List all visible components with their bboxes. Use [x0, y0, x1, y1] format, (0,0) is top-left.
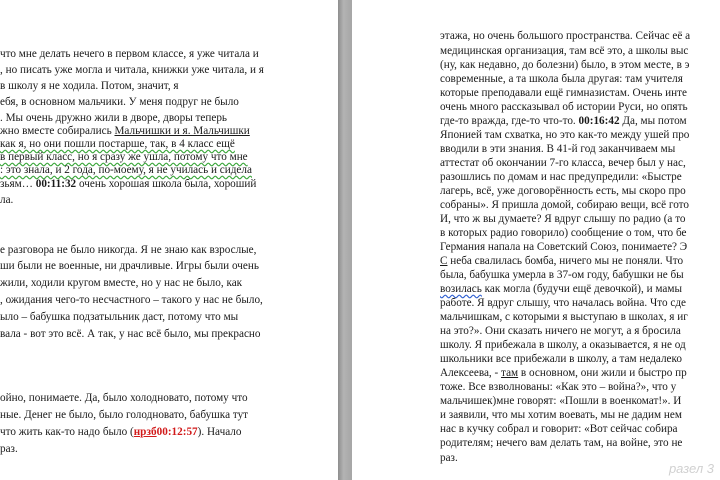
- text-run: (ну, как недавно, до болезни) было, в этом месте, в э: [440, 59, 690, 71]
- right_page-line: [440, 409, 682, 422]
- page-gutter: [338, 0, 352, 480]
- left_page-line: [0, 80, 179, 93]
- timestamp: 00:11:32: [35, 178, 77, 190]
- text-run: Мальчишки и я. Мальчишки: [114, 125, 250, 137]
- text-run: Алексеева, -: [440, 367, 502, 379]
- right_page-line: [440, 115, 687, 128]
- text-run: . Мы очень дружно жили в дворе, дворы теперь: [0, 112, 228, 124]
- text-run: , ожидания чего-то несчастного – такого у нас не было,: [0, 294, 263, 306]
- text-run: там: [501, 367, 519, 379]
- left_page-line: [0, 260, 259, 273]
- text-run: ши были не военные, ни драчливые. Игры были очень: [0, 260, 259, 272]
- left_page-line: [0, 178, 256, 191]
- text-run: ные. Денег не было, было голодновато, бабушка тут: [0, 409, 249, 421]
- right_page-line: [440, 297, 686, 310]
- right_page-line: [440, 143, 675, 156]
- text-run: вводили в эти знания. В 41-й год заканчиваем мы: [440, 143, 676, 155]
- left_page-line: [0, 164, 252, 177]
- text-run: ). Начало: [197, 426, 242, 438]
- left_page-line: [0, 277, 242, 290]
- text-run: в которых радио говорило) сообщение о том, что бе: [440, 227, 687, 239]
- text-run: и заявили, что мы хотим воевать, мы не дадим нем: [440, 409, 682, 421]
- annotation-mark: 00:12:57: [156, 426, 198, 438]
- text-run: , но писать уже могла и читала, книжки уже читала, и я: [0, 64, 264, 76]
- left_page-line: [0, 96, 239, 109]
- text-run: этажа, но очень большого пространства. Сейчас её а: [440, 30, 691, 42]
- right_page-line: [440, 227, 686, 240]
- text-run: мальчишкам, с которыми я выступаю в школах, я иг: [440, 311, 688, 323]
- text-run: ойно, понимаете. Да, было холодновато, потому что: [0, 392, 248, 404]
- left_page-line: [0, 409, 248, 422]
- right_page-line: [440, 353, 682, 366]
- text-run: как могла (будучи ещё девочкой), и мамы: [481, 283, 682, 295]
- left_page-line: [0, 244, 256, 257]
- text-run: очень хорошая школа была, хороший: [76, 178, 257, 190]
- right_page-line: [440, 395, 681, 408]
- left_page-line: [0, 151, 248, 164]
- document-page-right: [352, 0, 720, 480]
- right_page-line: [440, 269, 684, 282]
- right_page-line: [440, 325, 681, 338]
- text-run: Японией там схватка, но это как-то между ушей про: [440, 129, 690, 141]
- left_page-line: [0, 138, 235, 151]
- right_page-line: [440, 241, 687, 254]
- text-run: как я, но они пошли постарше, так, в 4 класс ещё: [0, 138, 235, 150]
- text-run: школу. Я прибежала в школу, а оказывается, я не од: [440, 339, 686, 351]
- text-run: была, бабушка умерла в 37-ом году, бабушки не бы: [440, 269, 684, 281]
- text-run: : это знала, и 2 года, по-моему, я не училась и сидела: [0, 164, 252, 176]
- right_page-line: [440, 59, 689, 72]
- text-run: собраны». Я пришла домой, собираю вещи, всё гото: [440, 199, 689, 211]
- text-run: очень много рассказывал об истории Руси, но опять: [440, 101, 688, 113]
- text-run: С: [440, 255, 448, 267]
- left_page-line: [0, 112, 227, 125]
- right_page-line: [440, 45, 688, 58]
- text-run: школьники все прибежали в школу, а там недалеко: [440, 353, 682, 365]
- text-run: жили, ходили кругом вместе, но у нас не было, как: [0, 277, 243, 289]
- text-run: И, что ж вы думаете? Я вдруг слышу по радио (а то: [440, 213, 686, 225]
- text-run: тоже. Все взволнованы: «Как это – война?», что у: [440, 381, 677, 393]
- right_page-line: [440, 213, 686, 226]
- left_page-line: [0, 426, 241, 439]
- text-run: нас в кучку собрал и говорит: «Вот сейчас собира: [440, 423, 678, 435]
- text-run: мальчишек)мне говорят: «Пошли в военкомат!». И: [440, 395, 682, 407]
- text-run: которые преподавали ещё гимназистам. Очень инте: [440, 87, 687, 99]
- document-page-left: [0, 0, 338, 480]
- left_page-line: [0, 311, 238, 324]
- text-run: возилась: [440, 283, 482, 295]
- text-run: на это?». Они сказать ничего не могут, а я бросила: [440, 325, 681, 337]
- left_page-line: [0, 194, 13, 207]
- activation-watermark: разел 3: [668, 461, 714, 476]
- text-run: в первый класс, но я сразу же ушла, потому что мне: [0, 151, 248, 163]
- right_page-line: [440, 423, 678, 436]
- text-run: современные, а та школа была другая: там учителя: [440, 73, 683, 85]
- right_page-line: [440, 199, 689, 212]
- right_page-line: [440, 185, 686, 198]
- text-run: зьям…: [0, 178, 36, 190]
- text-run: что жить как-то надо было (: [0, 426, 134, 438]
- text-run: медицинская организация, там всё это, а школы выс: [440, 45, 689, 57]
- right_page-line: [440, 311, 688, 324]
- text-run: в школу я не ходила. Потом, значит, я: [0, 80, 179, 92]
- left_page-line: [0, 125, 250, 138]
- right_page-line: [440, 452, 458, 465]
- text-run: что мне делать нечего в первом классе, я уже читала и: [0, 48, 259, 60]
- right_page-line: [440, 30, 690, 43]
- right_page-line: [440, 367, 687, 380]
- annotation-mark: нрзб: [133, 426, 157, 438]
- right_page-line: [440, 129, 689, 142]
- text-run: лагерь, всё, уже договорённость есть, мы скоро про: [440, 185, 686, 197]
- right_page-line: [440, 157, 686, 170]
- timestamp: 00:16:42: [578, 115, 620, 127]
- right_page-line: [440, 339, 686, 352]
- right_page-line: [440, 101, 688, 114]
- left_page-line: [0, 392, 248, 405]
- text-run: разошлись по домам и нас предупредили: «Быстре: [440, 171, 682, 183]
- left_page-line: [0, 294, 263, 307]
- right_page-line: [440, 87, 687, 100]
- left_page-line: [0, 48, 259, 61]
- left_page-line: [0, 64, 264, 77]
- right_page-line: [440, 255, 683, 268]
- text-run: жно вместе собирались: [0, 125, 115, 137]
- text-run: раз.: [0, 443, 18, 455]
- right_page-line: [440, 437, 682, 450]
- right_page-line: [440, 171, 682, 184]
- text-run: раз.: [440, 452, 458, 464]
- right_page-line: [440, 283, 682, 296]
- text-run: Германия напала на Советский Союз, понимаете? Э: [440, 241, 688, 253]
- left_page-line: [0, 328, 261, 341]
- right_page-line: [440, 73, 683, 86]
- text-run: Да, мы потом: [619, 115, 687, 127]
- text-run: работе. Я вдруг слышу, что началась война. Что сде: [440, 297, 686, 309]
- text-run: ебя, в основном мальчики. У меня подруг не было: [0, 96, 239, 108]
- text-run: неба свалилась бомба, ничего мы не поняли. Что: [447, 255, 684, 267]
- text-run: родителям; нечего вам делать там, на войне, это не: [440, 437, 683, 449]
- text-run: ла.: [0, 194, 14, 206]
- text-run: ыло – бабушка подзатыльник даст, потому что мы: [0, 311, 239, 323]
- text-run: аттестат об окончании 7-го класса, вечер был у нас,: [440, 157, 686, 169]
- right_page-line: [440, 381, 676, 394]
- text-run: где-то вражда, где-то что-то.: [440, 115, 579, 127]
- left_page-line: [0, 443, 18, 456]
- text-run: в основном, они жили и быстро пр: [518, 367, 687, 379]
- text-run: вала - вот это всё. А так, у нас всё было, мы прекрасно: [0, 328, 261, 340]
- text-run: е разговора не было никогда. Я не знаю как взрослые,: [0, 244, 257, 256]
